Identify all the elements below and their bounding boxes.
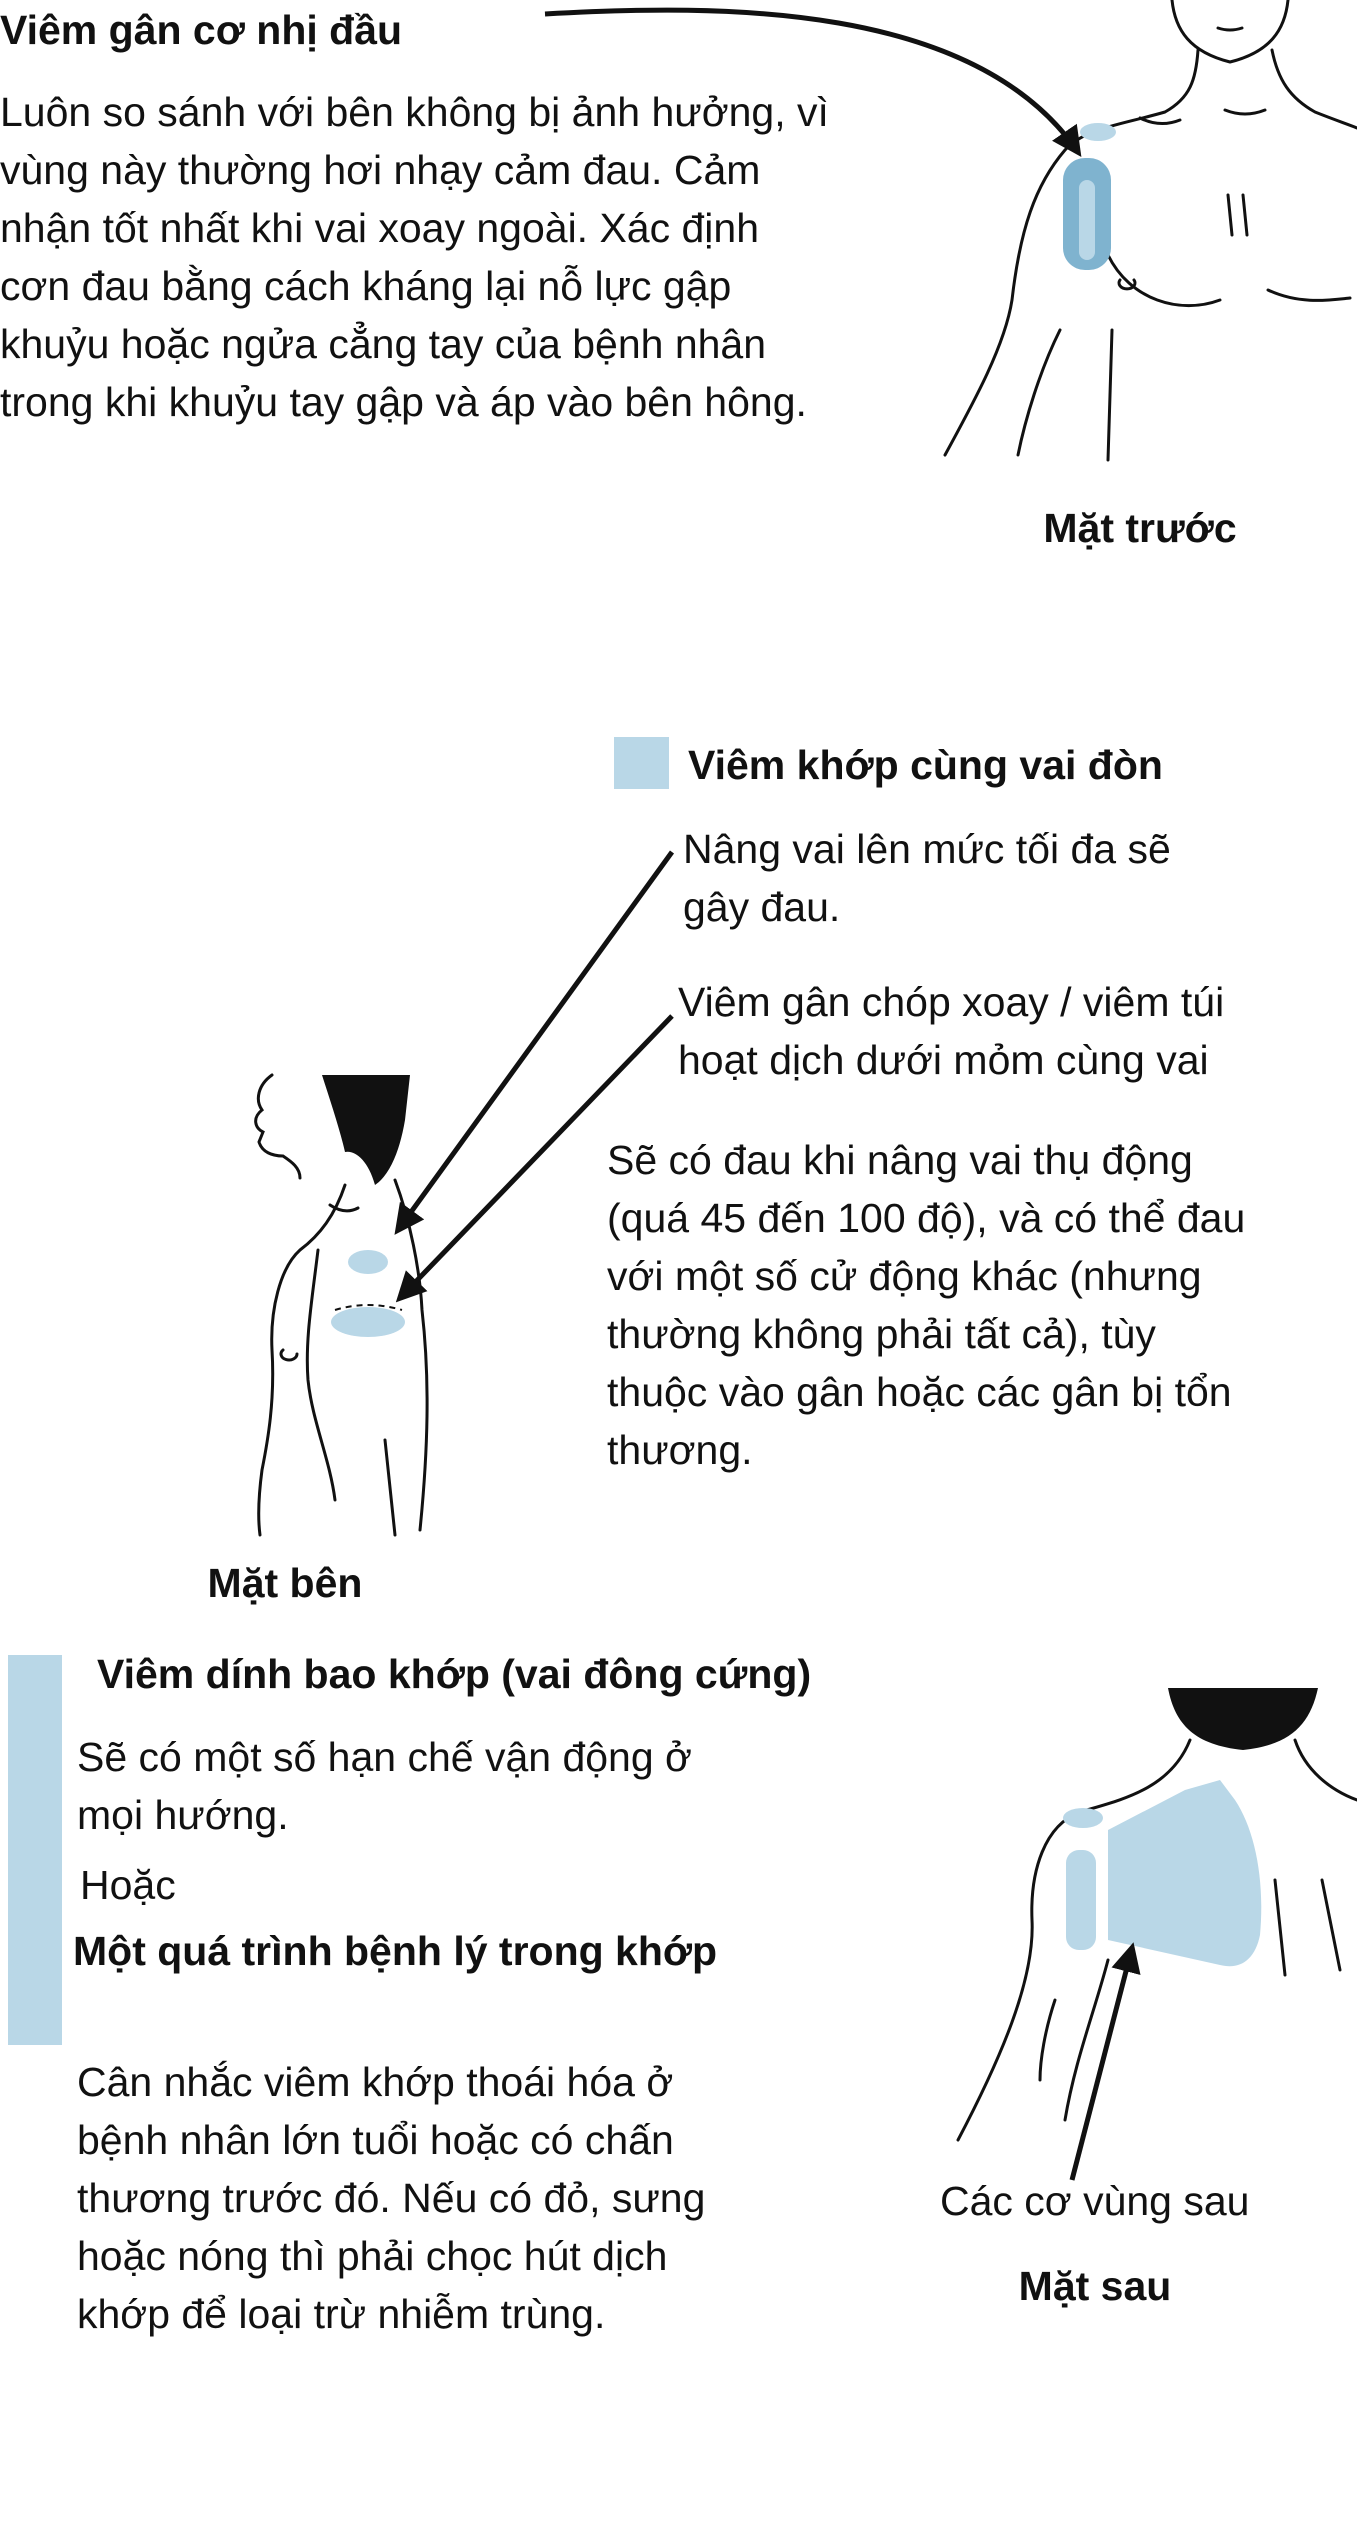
frozen-shoulder-title: Viêm dính bao khớp (vai đông cứng): [97, 1651, 812, 1697]
biceps-tendinitis-description: [0, 83, 829, 431]
side-view-label: Mặt bên: [207, 1560, 363, 1606]
text-line: thuộc vào gân hoặc các gân bị tổn: [607, 1369, 1232, 1415]
text-line: Sẽ có đau khi nâng vai thụ động: [607, 1137, 1193, 1183]
intra-articular-note: [77, 2053, 705, 2343]
intra-articular-subtitle: Một quá trình bệnh lý trong khớp: [73, 1928, 718, 1974]
front-view-label: Mặt trước: [1043, 505, 1237, 551]
text-line: cơn đau bằng cách kháng lại nỗ lực gập: [0, 263, 732, 309]
rotator-cuff-description: [607, 1131, 1245, 1479]
ac-joint-color-key: [614, 737, 669, 789]
ac-joint-description: [683, 820, 1171, 936]
text-line: trong khi khuỷu tay gập và áp vào bên hông.: [0, 379, 807, 425]
text-line: Cân nhắc viêm khớp thoái hóa ở: [77, 2059, 674, 2105]
text-line: với một số cử động khác (nhưng: [607, 1253, 1202, 1299]
side-view-hair: [322, 1075, 410, 1185]
back-view-label: Mặt sau: [1018, 2263, 1172, 2309]
text-line: gây đau.: [683, 884, 841, 930]
text-line: hoặc nóng thì phải chọc hút dịch: [77, 2233, 668, 2279]
side-view-figure: [256, 1075, 427, 1535]
text-line: khuỷu hoặc ngửa cẳng tay của bệnh nhân: [0, 321, 767, 367]
text-line: mọi hướng.: [77, 1792, 289, 1838]
side-view-highlights: [331, 1250, 405, 1337]
text-line: thường không phải tất cả), tùy: [607, 1311, 1156, 1357]
text-line: Sẽ có một số hạn chế vận động ở: [77, 1734, 692, 1780]
text-line: nhận tốt nhất khi vai xoay ngoài. Xác định: [0, 205, 760, 251]
rotator-cuff-title: [678, 973, 1224, 1089]
text-line: bệnh nhân lớn tuổi hoặc có chấn: [77, 2117, 674, 2163]
text-line: hoạt dịch dưới mỏm cùng vai: [678, 1037, 1209, 1083]
ac-joint-title: Viêm khớp cùng vai đòn: [688, 742, 1163, 788]
text-line: Viêm gân chóp xoay / viêm túi: [678, 979, 1225, 1025]
biceps-tendinitis-title: Viêm gân cơ nhị đầu: [0, 7, 403, 53]
text-line: vùng này thường hơi nhạy cảm đau. Cảm: [0, 147, 761, 193]
front-view-figure: [945, 0, 1357, 460]
text-line: thương.: [607, 1427, 753, 1473]
frozen-shoulder-description: [77, 1728, 692, 1844]
text-line: Nâng vai lên mức tối đa sẽ: [683, 826, 1171, 872]
posterior-muscles-label: Các cơ vùng sau: [940, 2178, 1250, 2224]
frozen-shoulder-marker-bar: [8, 1655, 62, 2045]
text-line: thương trước đó. Nếu có đỏ, sưng: [77, 2175, 706, 2221]
text-line: khớp để loại trừ nhiễm trùng.: [77, 2291, 606, 2337]
text-line: (quá 45 đến 100 độ), và có thể đau: [607, 1195, 1246, 1241]
text-line: Luôn so sánh với bên không bị ảnh hưởng, vì: [0, 89, 829, 135]
or-text: Hoặc: [80, 1862, 176, 1908]
